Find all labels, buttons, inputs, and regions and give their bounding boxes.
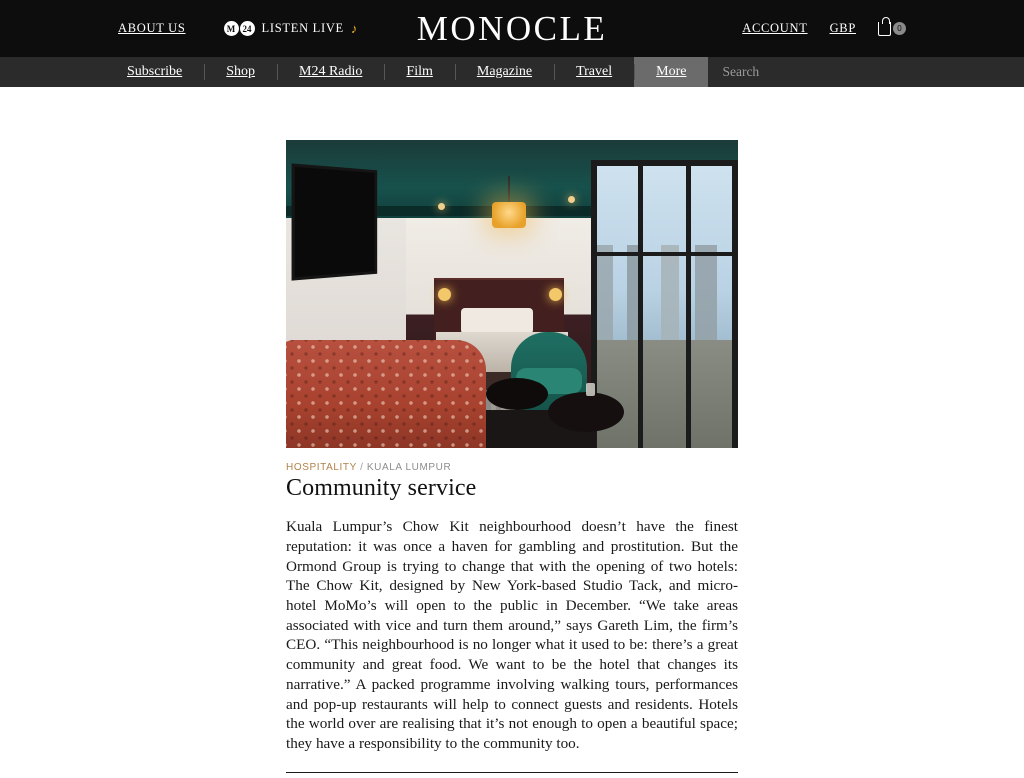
search-input[interactable]: [708, 63, 858, 81]
nav-item-m24-radio[interactable]: M24 Radio: [277, 57, 384, 87]
city-skyline: [591, 245, 738, 355]
listen-live-button[interactable]: [224, 21, 358, 36]
shopping-bag-button[interactable]: [878, 22, 906, 36]
article-kicker: [286, 462, 738, 473]
main-navigation: [0, 57, 1024, 87]
top-bar: [0, 0, 1024, 57]
nav-item-travel[interactable]: Travel: [554, 57, 634, 87]
ceiling-light-b: [568, 196, 575, 203]
nav-item-more[interactable]: More: [634, 57, 708, 87]
m24-badge-m: M: [224, 21, 239, 36]
article-hero-image: [286, 140, 738, 448]
bedside-lamp-right: [549, 288, 562, 301]
m24-badge-24: 24: [240, 21, 255, 36]
nav-item-subscribe[interactable]: Subscribe: [127, 64, 183, 79]
window-mullion-2: [686, 160, 691, 448]
nav-item-film[interactable]: Film: [384, 57, 454, 87]
nav-item-shop[interactable]: Shop: [204, 57, 277, 87]
patterned-sofa: [286, 340, 486, 448]
side-table-rear: [486, 378, 548, 410]
hotel-room-illustration: [286, 140, 738, 448]
top-bar-left-group: [118, 21, 357, 36]
wall-television: [292, 163, 378, 280]
shopping-bag-count: 0: [893, 22, 906, 35]
kicker-category[interactable]: HOSPITALITY: [286, 462, 357, 473]
article: [286, 87, 738, 773]
window-frame-right: [732, 160, 738, 448]
pendant-light: [492, 202, 526, 228]
shopping-bag-icon: [878, 22, 891, 36]
pillow: [461, 308, 533, 334]
sofa-pattern: [286, 340, 486, 448]
currency-selector[interactable]: GBP: [829, 21, 856, 35]
page-content: [0, 87, 1024, 778]
article-divider: [286, 772, 738, 773]
kicker-location[interactable]: KUALA LUMPUR: [366, 462, 452, 473]
drinking-glass: [586, 383, 595, 396]
kicker-separator: /: [360, 462, 364, 473]
top-bar-right-group: [742, 21, 906, 36]
m24-badge-icon: [224, 21, 255, 36]
site-logo: MONOCLE: [416, 8, 608, 48]
pendant-cord: [508, 176, 510, 204]
window-frame-top: [591, 160, 738, 166]
window-mullion-1: [638, 160, 643, 448]
account-link[interactable]: ACCOUNT: [742, 21, 808, 35]
street-below: [591, 340, 738, 448]
speaker-icon: ♪: [350, 21, 358, 36]
nav-item-magazine[interactable]: Magazine: [455, 57, 554, 87]
coffee-table: [548, 392, 624, 432]
article-body: Kuala Lumpur’s Chow Kit neighbourhood doesn’t have the finest reputation: it was once a haven for gambling and prostitution. But the Ormond Group is trying to change that with the opening of two hotels: The Chow Kit, designed by New York-based Studio Tack, and micro-hotel MoMo’s will open to the public in December. “We take areas associated with vice and turn them around,” says Gareth Lim, the firm’s CEO. “This neighbourhood is no longer what it used to be: there’s a great community and great food. We want to be the hotel that changes its narrative.” A packed programme involving walking tours, performances and pop-up restaurants will help to connect guests and residents. Hotels the world over are realising that it’s not enough to open a beautiful space; they have a responsibility to the community too.: [286, 518, 738, 752]
window-transom: [591, 252, 738, 256]
bedside-lamp-left: [438, 288, 451, 301]
nav-item-list: [105, 57, 708, 87]
ceiling-light-a: [438, 203, 445, 210]
listen-live-label: LISTEN LIVE: [261, 21, 344, 35]
article-headline: Community service: [286, 475, 477, 501]
about-us-link[interactable]: ABOUT US: [118, 21, 186, 35]
search-area: [708, 57, 1024, 87]
